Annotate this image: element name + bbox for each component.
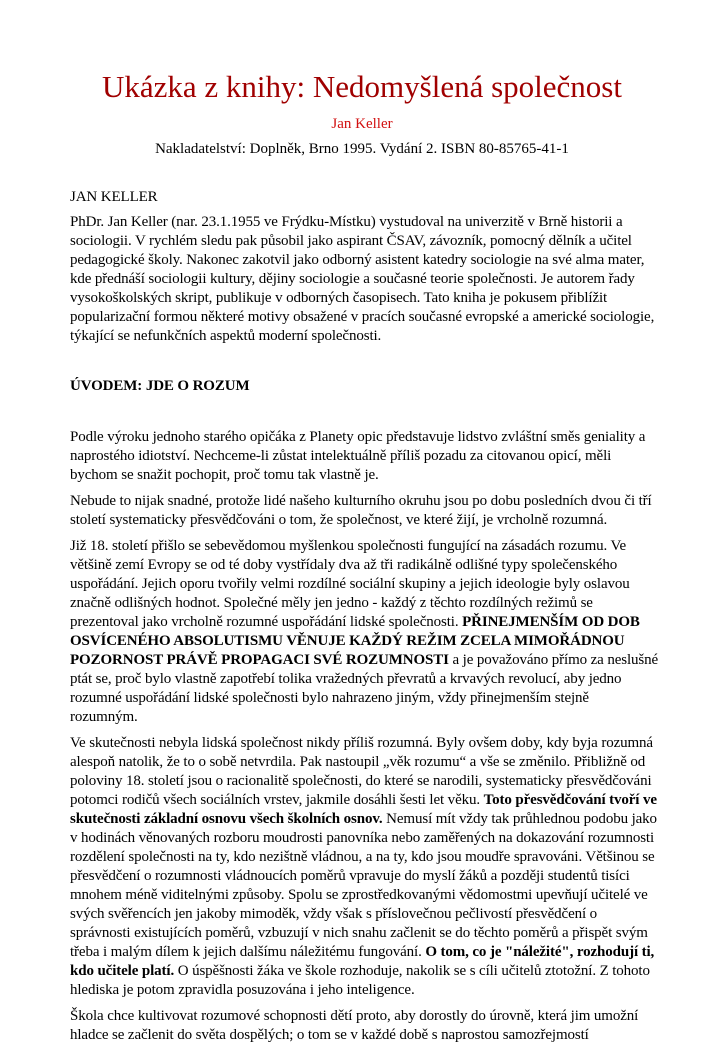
- author-heading: JAN KELLER: [70, 189, 158, 205]
- section-heading: ÚVODEM: JDE O ROZUM: [70, 378, 250, 394]
- page-title: Ukázka z knihy: Nedomyšlená společnost: [102, 69, 622, 104]
- paragraph-4: [70, 734, 660, 1000]
- paragraph-3: [70, 537, 660, 727]
- author-name: Jan Keller: [331, 116, 393, 132]
- paragraph-4-text-e: O úspěšnosti žáka ve škole rozhoduje, nakolik se s cíli učitelů ztotožní. Z tohoto hlediska je potom zpravidla posuzována i jeho inteligence.: [70, 963, 650, 998]
- paragraph-3-text-c: a je považováno přímo za neslušné ptát se, proč bylo vlastně zapotřebí tolika vražedných převratů a krvavých revolucí, aby jedno rozumné uspořádání lidské společnosti bylo nahrazeno jiným, vždy přinejmenším stejně rozumným.: [70, 652, 659, 725]
- paragraph-2: Nebude to nijak snadné, protože lidé našeho kulturního okruhu jsou po dobu posledních dvou či tří století systematicky přesvědčováni o tom, že společnost, ve které žijí, je vrcholně rozumná.: [70, 493, 652, 528]
- document-body: [70, 188, 660, 1052]
- paragraph-3-emphasis: PŘINEJMENŠÍM OD DOB OSVÍCENÉHO ABSOLUTISMU VĚNUJE KAŽDÝ REŽIM ZCELA MIMOŘÁDNOU POZORNOST PRÁVĚ PROPAGACI SVÉ ROZUMNOSTI: [70, 614, 640, 668]
- paragraph-3-text-a: Již 18. století přišlo se sebevědomou myšlenkou společnosti fungující na zásadách rozumu. Ve většině zemí Evropy se od té doby vystřídaly dva až tři radikálně odlišné typy společenského uspořádání. Jejich oporu tvořily velmi rozdílné sociální skupiny a jejich ideologie byly oslavou značně odlišných hodnot. Společné měly jen jedno - každý z těchto rozdílných režimů se prezentoval jako vrcholně rozumné uspořádání lidské společnosti.: [70, 538, 630, 630]
- paragraph-5: Škola chce kultivovat rozumové schopnosti dětí proto, aby dorostly do úrovně, která jim umožní hladce se začlenit do světa dospělých; o tom se v každé době s naprostou samozřejmostí: [70, 1008, 639, 1043]
- paragraph-4-text-a: Ve skutečnosti nebyla lidská společnost nikdy příliš rozumná. Byly ovšem doby, kdy byja rozumná alespoň natolik, že to o sobě netvrdila. Pak nastoupil „věk rozumu“ a vše se změnilo. Přibližně od poloviny 18. století jsou o racionalitě společnosti, do které se narodili, systematicky přesvědčováni potomci rodičů všech sociálních vrstev, jakmile dosáhli šesti let věku.: [70, 735, 653, 808]
- paragraph-4-text-c: Nemusí mít vždy tak průhlednou podobu jako v hodinách věnovaných rozboru moudrosti panovníka nebo zaměřených na dokazování rozumnosti rozdělení společnosti na ty, kdo nezištně vládnou, a na ty, kdo jsou moudře spravováni. Většinou se přesvědčení o rozumnosti vládnoucích poměrů vpravuje do myslí žáků a později studentů tisíci mnohem méně viditelnými způsoby. Spolu se zprostředkovanými vědomostmi upevňují učitelé ve svých svěřencích jen jakoby mimoděk, vždy však s příslovečnou pečlivostí přesvědčení o správnosti existujících poměrů, vzbuzují v nich snahu začlenit se do těchto poměrů a přispět svým třeba i malým dílem k jejich dalšímu náležitému fungování.: [70, 811, 657, 960]
- author-bio: PhDr. Jan Keller (nar. 23.1.1955 ve Frýdku-Místku) vystudoval na univerzitě v Brně historii a sociologii. V rychlém sledu pak působil jako aspirant ČSAV, závozník, pomocný dělník a učitel pedagogické školy. Nakonec zakotvil jako odborný asistent katedry sociologie na své alma mater, kde přednáší sociologii kultury, dějiny sociologie a současné teorie společnosti. Je autorem řady vysokoškolských skript, publikuje v odborných časopisech. Tato kniha je pokusem přiblížit popularizační formou některé motivy obsažené v pracích současné evropské a americké sociologie, týkající se nefunkčních aspektů moderní společnosti.: [70, 214, 655, 344]
- paragraph-4-emphasis-2: O tom, co je "náležité", rozhodují ti, kdo učitele platí.: [70, 944, 655, 979]
- paragraph-1: Podle výroku jednoho starého opičáka z Planety opic představuje lidstvo zvláštní směs geniality a naprostého idiotství. Nechceme-li zůstat intelektuálně příliš pozadu za citovanou opicí, měli bychom se snažit pochopit, proč tomu tak vlastně je.: [70, 429, 646, 483]
- publisher-info: Nakladatelství: Doplněk, Brno 1995. Vydání 2. ISBN 80-85765-41-1: [155, 141, 569, 157]
- paragraph-4-emphasis-1: Toto přesvědčování tvoří ve skutečnosti základní osnovu všech školních osnov.: [70, 792, 657, 827]
